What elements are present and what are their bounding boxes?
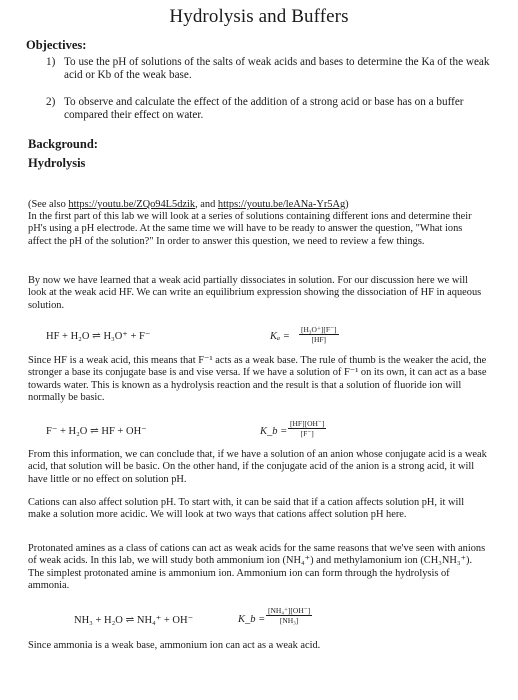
see-also-suffix: ) xyxy=(345,199,349,210)
objectives-heading: Objectives: xyxy=(26,38,87,52)
ka-numerator: [H₃O⁺][F⁻] xyxy=(301,325,337,334)
kb-ammonia-numerator: [NH₄⁺][OH⁻] xyxy=(268,606,311,615)
see-also-prefix: (See also xyxy=(28,199,69,210)
paragraph-anion-conclusion: From this information, we can conclude that, if we have a solution of an anion whose conjugate acid is a weak acid, that solution will be basic. On the other hand, if the conjugate acid of the anion is a strong acid, it will have little or no effect on solution pH. xyxy=(28,449,487,485)
paragraph-cations: Cations can also affect solution pH. To start with, it can be said that if a cation affects solution pH, it will make a solution more acidic. We will look at two ways that cations affect solution pH here. xyxy=(28,497,465,521)
kb-numerator: [HF][OH⁻] xyxy=(290,419,325,428)
paragraph-intro: In the first part of this lab we will look at a series of solutions containing different ions and determine their pH's using a pH electrode. At the same time we will have to be ready to answer the question, "What ions affect the pH of the solution?" In order to answer this question, we need to review a few things. xyxy=(28,211,472,247)
equation-fluoride-hydrolysis: F⁻ + H₂O ⇌ HF + OH⁻ xyxy=(46,426,147,437)
ka-label: Kₐ = xyxy=(270,331,290,342)
background-heading: Background: xyxy=(28,137,98,151)
objective-number: 2) xyxy=(46,96,56,108)
kb-ammonia-fraction xyxy=(266,606,312,625)
video-link-2[interactable]: https://youtu.be/leANa-Yr5Ag xyxy=(217,199,346,210)
see-also-middle: , and xyxy=(195,199,218,210)
kb-ammonia-denominator: [NH₃] xyxy=(279,616,299,625)
objective-number: 1) xyxy=(46,56,56,68)
paragraph-weak-acid: By now we have learned that a weak acid partially dissociates in solution. For our discussion here we will look at the weak acid HF. We can write an equilibrium expression showing the dissociation of HF in aqueous solution. xyxy=(28,275,482,311)
kb-denominator: [F⁻] xyxy=(300,429,314,438)
paragraph-conjugate-base: Since HF is a weak acid, this means that F⁻¹ acts as a weak base. The rule of thumb is the weaker the acid, the stronger a base its conjugate base is and vise versa. If we have a solution of F⁻¹ on its own, it can act as a base towards water. This is known as a hydrolysis reaction and the result is that a solution of fluoride ion will normally be basic. xyxy=(28,355,487,404)
kb-label: K_b = xyxy=(260,426,288,437)
hydrolysis-heading: Hydrolysis xyxy=(28,156,86,170)
equation-hf-dissociation: HF + H₂O ⇌ H₃O⁺ + F⁻ xyxy=(46,331,151,342)
objective-text: To use the pH of solutions of the salts of weak acids and bases to determine the Ka of the weak acid or Kb of the weak base. xyxy=(64,56,490,82)
page-title: Hydrolysis and Buffers xyxy=(169,6,349,27)
equation-ammonia-hydrolysis: NH₃ + H₂O ⇌ NH₄⁺ + OH⁻ xyxy=(74,615,194,626)
video-link-1[interactable]: https://youtu.be/ZQo94L5dzik xyxy=(68,199,196,210)
paragraph-ammonium: Since ammonia is a weak base, ammonium ion can act as a weak acid. xyxy=(28,640,321,651)
see-also-line xyxy=(28,199,488,211)
ka-fraction xyxy=(299,325,339,344)
paragraph-protonated-amines: Protonated amines as a class of cations can act as weak acids for the same reasons that we've seen with anions of weak acids. In this lab, we will study both ammonium ion (NH₄⁺) and methylamonium ion (CH₃NH₃⁺). The simplest protonated amine is ammonium ion. Ammonium ion can form through the hydrolysis of ammonia. xyxy=(28,543,486,592)
ka-denominator: [HF] xyxy=(311,335,327,344)
objective-text: To observe and calculate the effect of the addition of a strong acid or base has on a buffer compared their effect on water. xyxy=(64,96,464,122)
kb-fraction xyxy=(288,419,326,438)
kb-ammonia-label: K_b = xyxy=(238,614,266,625)
